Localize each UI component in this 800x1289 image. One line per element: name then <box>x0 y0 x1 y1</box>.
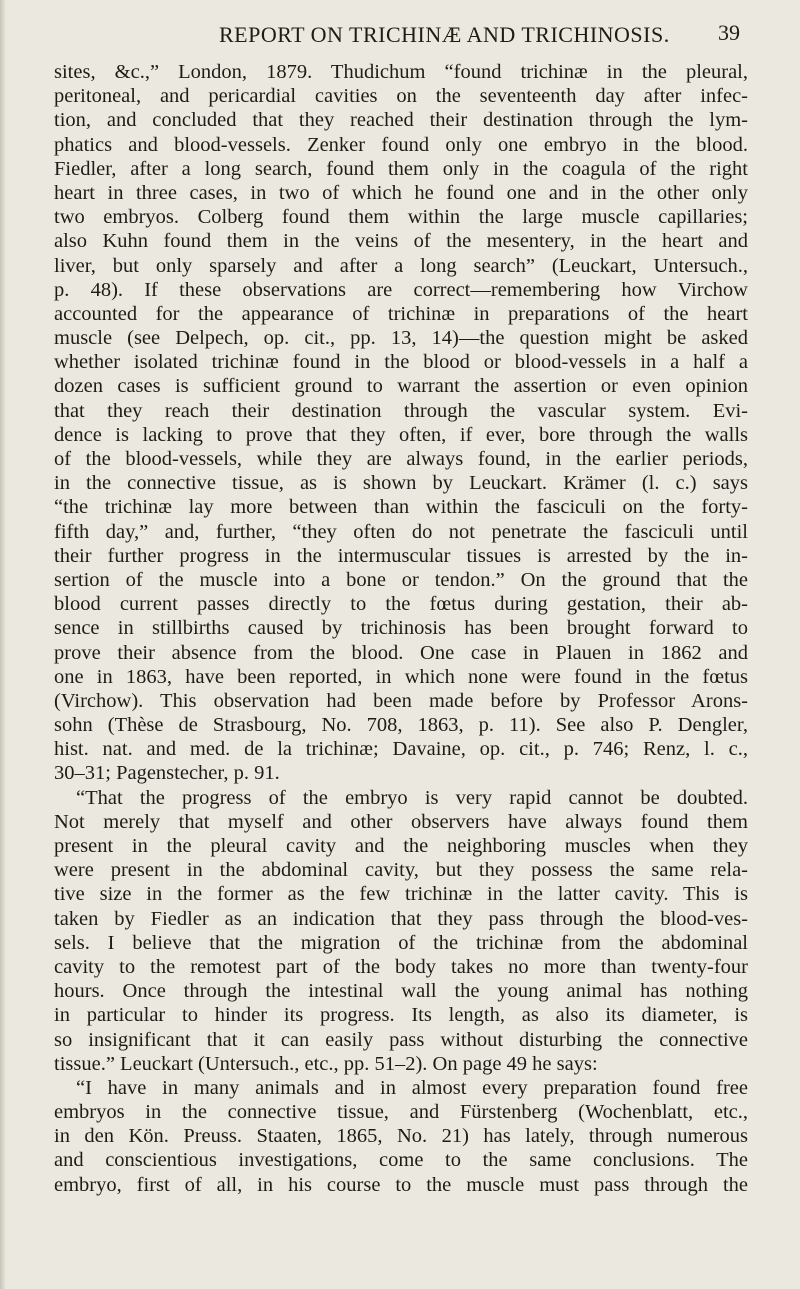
text-line: of the blood-vessels, while they are always found, in the earlier periods, <box>54 448 748 470</box>
page-gutter-shadow <box>0 0 6 1289</box>
text-line: cavity to the remotest part of the body takes no more than twenty-four <box>54 955 748 978</box>
text-line: and conscientious investigations, come to the same conclusions. The <box>54 1149 748 1172</box>
page-number: 39 <box>718 20 740 45</box>
text-line: sertion of the muscle into a bone or tendon.” On the ground that the <box>54 568 748 591</box>
text-line: 30–31; Pagenstecher, p. 91. <box>54 762 280 785</box>
text-line: “That the progress of the embryo is very rapid cannot be doubted. <box>76 786 748 809</box>
text-line: tive size in the former as the few trichinæ in the latter cavity. This is <box>54 883 748 906</box>
text-line: taken by Fiedler as an indication that they pass through the blood-ves- <box>54 907 748 930</box>
text-line: embryo, first of all, in his course to the muscle must pass through the <box>54 1173 748 1196</box>
text-line: sels. I believe that the migration of the trichinæ from the abdominal <box>54 931 748 954</box>
text-line: present in the pleural cavity and the neighboring muscles when they <box>54 835 748 857</box>
text-line: hours. Once through the intestinal wall the young animal has nothing <box>54 980 748 1003</box>
text-line: two embryos. Colberg found them within the large muscle capillaries; <box>54 206 748 229</box>
text-line: so insignificant that it can easily pass without disturbing the connective <box>54 1028 748 1051</box>
text-line: in den Kön. Preuss. Staaten, 1865, No. 21) has lately, through numerous <box>54 1125 748 1148</box>
text-line: Not merely that myself and other observers have always found them <box>54 810 748 833</box>
text-line: “I have in many animals and in almost every preparation found free <box>76 1076 748 1099</box>
text-line: in particular to hinder its progress. Its length, as also its diameter, is <box>54 1004 748 1027</box>
text-line: accounted for the appearance of trichinæ in preparations of the heart <box>54 302 748 325</box>
text-line: muscle (see Delpech, op. cit., pp. 13, 14)—the question might be asked <box>54 327 748 350</box>
text-line: sohn (Thèse de Strasbourg, No. 708, 1863, p. 11). See also P. Dengler, <box>54 714 748 737</box>
text-line: embryos in the connective tissue, and Fürstenberg (Wochenblatt, etc., <box>54 1101 748 1124</box>
text-line: hist. nat. and med. de la trichinæ; Davaine, op. cit., p. 746; Renz, l. c., <box>54 738 748 761</box>
running-head: REPORT ON TRICHINÆ AND TRICHINOSIS. <box>219 22 670 47</box>
text-line: heart in three cases, in two of which he found one and in the other only <box>54 181 748 204</box>
text-line: phatics and blood-vessels. Zenker found only one embryo in the blood. <box>54 133 748 156</box>
text-line: prove their absence from the blood. One case in Plauen in 1862 and <box>54 641 748 664</box>
text-line: sites, &c.,” London, 1879. Thudichum “found trichinæ in the pleural, <box>54 61 748 83</box>
text-line: tissue.” Leuckart (Untersuch., etc., pp. 51–2). On page 49 he says: <box>54 1052 598 1075</box>
text-line: (Virchow). This observation had been made before by Professor Arons- <box>54 689 748 712</box>
text-line: were present in the abdominal cavity, but they possess the same rela- <box>54 859 748 882</box>
text-line: whether isolated trichinæ found in the blood or blood-vessels in a half a <box>54 351 748 374</box>
text-line: dozen cases is sufficient ground to warrant the assertion or even opinion <box>54 375 748 398</box>
text-line: their further progress in the intermuscular tissues is arrested by the in- <box>54 544 748 567</box>
text-line: p. 48). If these observations are correct—remembering how Virchow <box>54 278 748 301</box>
text-line: that they reach their destination through the vascular system. Evi- <box>54 399 748 422</box>
text-line: also Kuhn found them in the veins of the mesentery, in the heart and <box>54 230 748 253</box>
text-line: tion, and concluded that they reached their destination through the lym- <box>54 109 748 132</box>
text-line: fifth day,” and, further, “they often do not penetrate the fasciculi until <box>54 520 748 543</box>
text-line: in the connective tissue, as is shown by Leuckart. Krämer (l. c.) says <box>54 472 748 495</box>
text-line: liver, but only sparsely and after a long search” (Leuckart, Untersuch., <box>54 254 748 277</box>
body-text <box>54 60 748 1197</box>
text-line: one in 1863, have been reported, in which none were found in the fœtus <box>54 665 748 688</box>
text-line: “the trichinæ lay more between than within the fasciculi on the forty- <box>54 496 748 519</box>
text-line: dence is lacking to prove that they often, if ever, bore through the walls <box>54 423 748 446</box>
text-line: Fiedler, after a long search, found them only in the coagula of the right <box>54 157 748 180</box>
text-line: peritoneal, and pericardial cavities on the seventeenth day after infec- <box>54 85 748 108</box>
text-line: blood current passes directly to the fœtus during gestation, their ab- <box>54 593 748 616</box>
text-line: sence in stillbirths caused by trichinosis has been brought forward to <box>54 617 748 640</box>
